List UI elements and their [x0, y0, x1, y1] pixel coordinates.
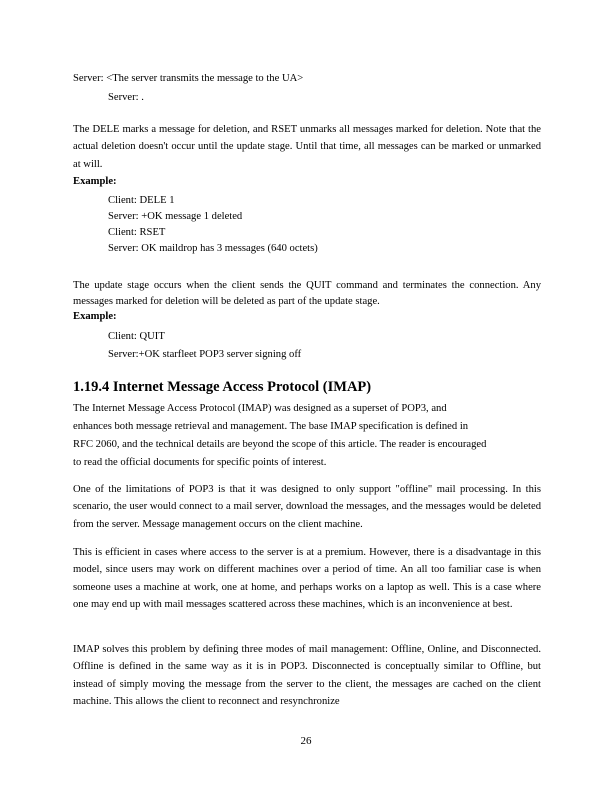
- imap-intro-line: to read the official documents for specific points of interest.: [73, 457, 327, 468]
- example2-line: Client: QUIT: [108, 331, 165, 342]
- server-transmit-line: Server: <The server transmits the message to the UA>: [73, 73, 304, 84]
- example-label-2: Example:: [73, 311, 117, 322]
- example2-line: Server:+OK starfleet POP3 server signing off: [108, 349, 302, 360]
- imap-intro-line: RFC 2060, and the technical details are beyond the scope of this article. The reader is encouraged: [73, 439, 487, 450]
- server-dot-line: Server: .: [108, 92, 144, 103]
- update-paragraph: The update stage occurs when the client sends the QUIT command and terminates the connection. Any messages marked for deletion will be deleted as part of the update stage.: [73, 280, 541, 307]
- offline-paragraph: One of the limitations of POP3 is that it was designed to only support "offline" mail processing. In this scenario, the user would connect to a mail server, download the messages, and the messages would be deleted from the server. Message management occurs on the client machine.: [73, 484, 541, 530]
- section-heading: 1.19.4 Internet Message Access Protocol (IMAP): [73, 379, 372, 395]
- efficient-paragraph: This is efficient in cases where access to the server is at a premium. However, there is a disadvantage in this model, since users may work on different machines over a period of time. An all too familiar case is when someone uses a machine at work, one at home, and perhaps works on a laptop as well. This is a case where one may end up with mail messages scattered across these machines, which is an inconvenience at best.: [73, 547, 541, 611]
- example1-line: Client: RSET: [108, 227, 166, 238]
- imap-intro-line: enhances both message retrieval and management. The base IMAP specification is defined in: [73, 421, 469, 432]
- example1-line: Server: +OK message 1 deleted: [108, 211, 243, 222]
- imap-intro-line: The Internet Message Access Protocol (IMAP) was designed as a superset of POP3, and: [73, 403, 447, 414]
- page-number: 26: [300, 735, 312, 747]
- example1-line: Client: DELE 1: [108, 195, 175, 206]
- dele-paragraph: The DELE marks a message for deletion, and RSET unmarks all messages marked for deletion. Note that the actual deletion doesn't occur until the update stage. Until that time, all messages can be marked or unmarked at will.: [73, 124, 541, 170]
- example-label-1: Example:: [73, 176, 117, 187]
- imap-solves-paragraph: IMAP solves this problem by defining three modes of mail management: Offline, Online, and Disconnected. Offline is defined in the same way as it is in POP3. Disconnected is conceptually similar to Offline, but instead of simply moving the message from the server to the client, the messages are cached on the client machine. This allows the client to reconnect and resynchronize: [73, 644, 541, 708]
- example1-line: Server: OK maildrop has 3 messages (640 octets): [108, 243, 318, 254]
